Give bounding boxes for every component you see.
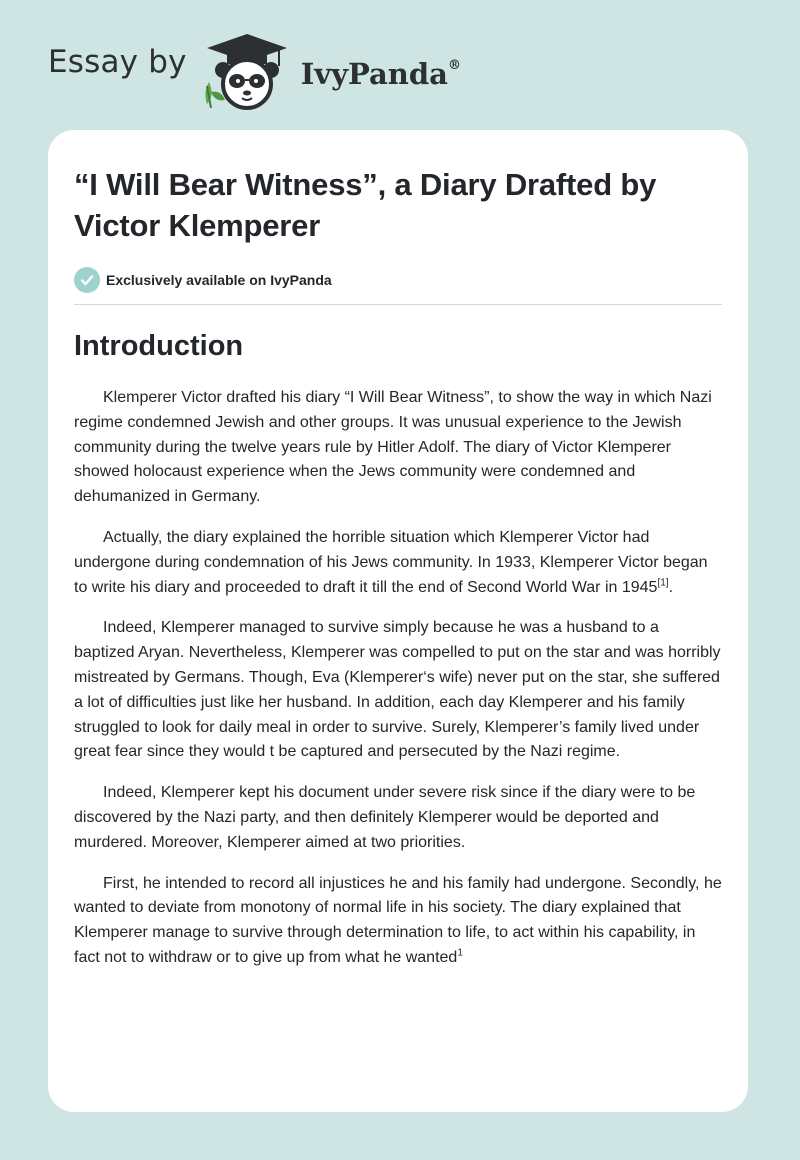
footnote-ref[interactable]: [1] (657, 577, 669, 589)
paragraph-text: First, he intended to record all injustices he and his family had undergone. Secondly, he wanted to deviate from monotony of normal life in his society. The diary explained that Klemperer manage to survive through determination to life, to act within his capability, in fact not to withdraw or to give up from what he wanted (74, 874, 722, 966)
registered-mark: ® (447, 58, 461, 74)
footnote-ref[interactable]: 1 (457, 947, 463, 959)
paragraph-period: . (668, 578, 674, 596)
paragraph (74, 872, 722, 971)
site-header (48, 30, 461, 110)
essay-by-label: Essay by (48, 44, 187, 80)
paragraph (74, 526, 722, 600)
essay-card (48, 130, 748, 1112)
check-circle-icon (74, 267, 100, 293)
brand-text[interactable]: IvyPanda (300, 57, 448, 91)
brand-name[interactable] (301, 57, 461, 91)
page-title: “I Will Bear Witness”, a Diary Drafted by Victor Klemperer (74, 167, 657, 243)
exclusive-badge (74, 266, 722, 294)
section-heading: Introduction (74, 330, 244, 362)
paragraph: Klemperer Victor drafted his diary “I Will Bear Witness”, to show the way in which Nazi regime condemned Jewish and other groups. It was unusual experience to the Jewish community during the twelve years rule by Hitler Adolf. The diary of Victor Klemperer showed holocaust experience when the Jews community were condemned and dehumanized in Germany. (74, 389, 712, 506)
paragraph-text: Actually, the diary explained the horrible situation which Klemperer Victor had undergone during condemnation of his Jews community. In 1933, Klemperer Victor began to write his diary and proceeded to draft it till the end of Second World War in 1945 (74, 528, 708, 596)
paragraph: Indeed, Klemperer kept his document under severe risk since if the diary were to be discovered by the Nazi party, and then definitely Klemperer would be deported and murdered. Moreover, Klemperer aimed at two priorities. (74, 784, 696, 851)
panda-graduate-icon[interactable] (201, 30, 297, 110)
paragraph: Indeed, Klemperer managed to survive simply because he was a husband to a baptized Aryan. Nevertheless, Klemperer was compelled to put on the star and was horribly mistreated by Germans. Though, Eva (Klemperer‘s wife) never put on the star, she suffered a lot of difficulties just like her husband. In addition, each day Klemperer and his family struggled to look for daily meal in order to survive. Surely, Klemperer’s family lived under great fear since they would t be captured and persecuted by the Nazi regime. (74, 619, 721, 761)
exclusive-label: Exclusively available on IvyPanda (106, 272, 332, 288)
divider (74, 304, 722, 305)
